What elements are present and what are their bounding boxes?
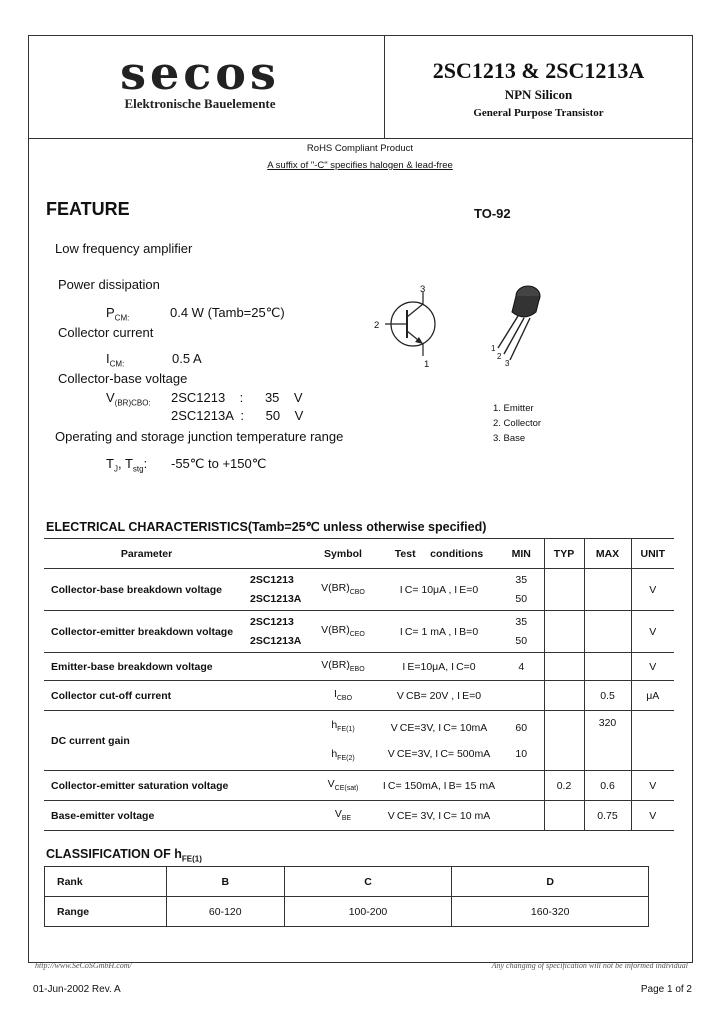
sym-row-2 bbox=[308, 748, 378, 762]
unit-cell: V bbox=[631, 569, 674, 611]
min-1: 35 bbox=[515, 574, 528, 586]
feature-vcb-symbol bbox=[106, 390, 151, 408]
table-row bbox=[44, 771, 674, 801]
typ-cell bbox=[544, 801, 584, 831]
pin-base: 3. Base bbox=[493, 433, 526, 444]
sym-sub: EBO bbox=[349, 666, 365, 674]
min-2: 10 bbox=[515, 747, 528, 760]
feature-low-freq: Low frequency amplifier bbox=[55, 241, 193, 256]
typ-cell bbox=[544, 569, 584, 611]
part-title: 2SC1213 & 2SC1213A bbox=[432, 58, 645, 83]
table-row bbox=[44, 611, 674, 653]
test-cell: V CB= 20V , I E=0 bbox=[379, 681, 499, 711]
rohs-line: RoHS Compliant Product bbox=[306, 143, 414, 154]
sym: V bbox=[327, 778, 335, 791]
min-cell bbox=[499, 801, 544, 831]
vcb-sym: V bbox=[106, 390, 115, 405]
feature-collector-label: Collector current bbox=[58, 325, 154, 340]
part-description: General Purpose Transistor bbox=[473, 107, 604, 119]
col-parameter: Parameter bbox=[44, 539, 249, 569]
max-cell bbox=[584, 569, 631, 611]
typ-cell bbox=[544, 611, 584, 653]
logo-subtitle: Elektronische Bauelemente bbox=[124, 96, 276, 111]
test-cell: I C= 150mA, I B= 15 mA bbox=[379, 771, 499, 801]
pin-label-2: 2 bbox=[374, 320, 380, 331]
sym-sub: FE(1) bbox=[337, 726, 355, 734]
feature-cb-label: Collector-base voltage bbox=[58, 371, 188, 386]
sym: h bbox=[331, 747, 338, 760]
feature-tj-value: -55℃ to +150℃ bbox=[171, 456, 267, 471]
symbol-cell bbox=[307, 611, 379, 653]
pin-label-3: 3 bbox=[420, 284, 426, 295]
table-row bbox=[44, 569, 674, 611]
col-unit: UNIT bbox=[631, 539, 674, 569]
part-cell bbox=[249, 611, 307, 653]
test-cell bbox=[379, 711, 499, 771]
pin-emitter: 1. Emitter bbox=[493, 403, 534, 414]
part-cell bbox=[249, 569, 307, 611]
table-header-row bbox=[44, 539, 674, 569]
halogen-note-text: A suffix of "-C" specifies halogen & lead-free bbox=[267, 160, 453, 171]
sym-sub: FE(2) bbox=[337, 754, 355, 762]
range-label: Range bbox=[45, 897, 167, 927]
sym-row-1 bbox=[308, 719, 378, 733]
feature-tj-symbol bbox=[106, 456, 147, 474]
part-1: 2SC1213 bbox=[250, 616, 294, 628]
unit-cell: V bbox=[631, 611, 674, 653]
table-row bbox=[44, 681, 674, 711]
typ-cell bbox=[544, 711, 584, 771]
param-name: Collector-base breakdown voltage bbox=[44, 569, 249, 611]
sym: V(BR) bbox=[321, 624, 350, 637]
icm-sym: I bbox=[106, 351, 110, 366]
table-row bbox=[44, 801, 674, 831]
rank-cell: C bbox=[284, 867, 452, 897]
pkg-pin-2: 2 bbox=[497, 352, 502, 361]
classification-heading bbox=[46, 847, 202, 864]
feature-icm-value: 0.5 A bbox=[172, 351, 202, 366]
min-1: 60 bbox=[515, 721, 528, 734]
test-cell: I E=10μA, I C=0 bbox=[379, 653, 499, 681]
param-name: Emitter-base breakdown voltage bbox=[44, 653, 249, 681]
feature-pcm-value: 0.4 W (Tamb=25℃) bbox=[170, 305, 285, 320]
feature-power-label: Power dissipation bbox=[58, 277, 160, 292]
part-1: 2SC1213 bbox=[250, 574, 294, 586]
min-cell: 4 bbox=[499, 653, 544, 681]
max-cell: 0.6 bbox=[584, 771, 631, 801]
feature-heading: FEATURE bbox=[46, 199, 130, 219]
sym: h bbox=[331, 719, 338, 732]
sym-sub: BE bbox=[341, 815, 352, 823]
test-1: V CE=3V, I C= 10mA bbox=[390, 721, 488, 734]
min-cell bbox=[499, 569, 544, 611]
min-2: 50 bbox=[515, 593, 528, 605]
rank-row bbox=[45, 867, 649, 897]
tj-sub2: stg bbox=[132, 464, 144, 474]
test-cell: I C= 1 mA , I B=0 bbox=[379, 611, 499, 653]
rank-label: Rank bbox=[45, 867, 167, 897]
range-cell: 100-200 bbox=[284, 897, 452, 927]
symbol-cell bbox=[307, 801, 379, 831]
max-cell: 0.75 bbox=[584, 801, 631, 831]
min-1: 35 bbox=[515, 616, 528, 628]
max-cell bbox=[584, 653, 631, 681]
max-cell: 0.5 bbox=[584, 681, 631, 711]
tj-mid: , T bbox=[117, 456, 133, 471]
param-name: DC current gain bbox=[44, 711, 249, 771]
footer-date: 01-Jun-2002 Rev. A bbox=[33, 984, 121, 995]
table-row bbox=[44, 711, 674, 771]
tj-sub1: J bbox=[113, 464, 118, 474]
part-cell bbox=[249, 711, 307, 771]
part-cell bbox=[249, 653, 307, 681]
sym: V(BR) bbox=[321, 582, 350, 595]
col-part bbox=[249, 539, 307, 569]
halogen-note bbox=[0, 160, 720, 171]
feature-temp-label: Operating and storage junction temperature range bbox=[55, 429, 344, 444]
param-name: Collector-emitter breakdown voltage bbox=[44, 611, 249, 653]
test-cell: I C= 10μA , I E=0 bbox=[379, 569, 499, 611]
symbol-cell bbox=[307, 653, 379, 681]
footer-url[interactable]: http://www.SeCoSGmbH.com/ bbox=[35, 961, 132, 970]
part-cell bbox=[249, 681, 307, 711]
sym-sub: CBO bbox=[349, 589, 365, 597]
elec-heading: ELECTRICAL CHARACTERISTICS(Tamb=25℃ unless otherwise specified) bbox=[46, 520, 487, 534]
electrical-characteristics-table bbox=[44, 538, 674, 831]
logo-wordmark: secos bbox=[120, 46, 280, 100]
part-cell bbox=[249, 771, 307, 801]
part-2: 2SC1213A bbox=[250, 635, 302, 647]
rank-cell: D bbox=[452, 867, 649, 897]
symbol-cell bbox=[307, 771, 379, 801]
sym-sub: CEO bbox=[349, 631, 365, 639]
pin-collector: 2. Collector bbox=[493, 418, 542, 429]
col-typ: TYP bbox=[544, 539, 584, 569]
pkg-pin-3: 3 bbox=[505, 359, 510, 368]
min-cell bbox=[499, 771, 544, 801]
tj-colon: : bbox=[143, 456, 148, 471]
unit-cell: μA bbox=[631, 681, 674, 711]
test-2: V CE=3V, I C= 500mA bbox=[387, 747, 491, 760]
param-name: Base-emitter voltage bbox=[44, 801, 249, 831]
sym-sub: CE(sat) bbox=[334, 785, 359, 793]
test-cell: V CE= 3V, I C= 10 mA bbox=[379, 801, 499, 831]
pcm-sub: CM: bbox=[114, 313, 130, 323]
range-cell: 160-320 bbox=[452, 897, 649, 927]
feature-pcm-symbol bbox=[106, 305, 129, 323]
pin-label-1: 1 bbox=[424, 359, 430, 370]
range-cell: 60-120 bbox=[166, 897, 284, 927]
feature-vcb-row2: 2SC1213A : 50 V bbox=[171, 408, 304, 423]
sym-sub: CBO bbox=[336, 695, 353, 703]
param-name: Collector-emitter saturation voltage bbox=[44, 771, 249, 801]
min-cell bbox=[499, 611, 544, 653]
feature-vcb-row1: 2SC1213 : 35 V bbox=[171, 390, 303, 405]
pkg-pin-1: 1 bbox=[491, 344, 496, 353]
package-name: TO-92 bbox=[474, 206, 511, 221]
footer-page: Page 1 of 2 bbox=[640, 984, 692, 995]
sym: V bbox=[334, 808, 342, 821]
max-cell: 320 bbox=[584, 711, 631, 771]
part-type: NPN Silicon bbox=[504, 87, 573, 102]
sym: I bbox=[333, 688, 337, 701]
col-max: MAX bbox=[584, 539, 631, 569]
classification-heading-text: CLASSIFICATION OF h bbox=[46, 847, 182, 861]
symbol-cell bbox=[307, 711, 379, 771]
rank-cell: B bbox=[166, 867, 284, 897]
pcm-sym: P bbox=[106, 305, 115, 320]
unit-cell: V bbox=[631, 771, 674, 801]
unit-cell: V bbox=[631, 801, 674, 831]
min-2: 50 bbox=[515, 635, 528, 647]
part-2: 2SC1213A bbox=[250, 593, 302, 605]
symbol-cell bbox=[307, 681, 379, 711]
icm-sub: CM: bbox=[109, 359, 125, 369]
min-cell bbox=[499, 681, 544, 711]
range-row bbox=[45, 897, 649, 927]
vcb-sub: (BR)CBO: bbox=[114, 398, 151, 408]
param-name: Collector cut-off current bbox=[44, 681, 249, 711]
table-row bbox=[44, 653, 674, 681]
unit-cell: V bbox=[631, 653, 674, 681]
typ-cell bbox=[544, 681, 584, 711]
footer-notice: Any changing of specification will not be informed individual bbox=[491, 961, 688, 970]
min-cell bbox=[499, 711, 544, 771]
col-symbol: Symbol bbox=[307, 539, 379, 569]
col-min: MIN bbox=[499, 539, 544, 569]
symbol-cell bbox=[307, 569, 379, 611]
max-cell bbox=[584, 611, 631, 653]
classification-heading-sub: FE(1) bbox=[181, 854, 202, 864]
part-cell bbox=[249, 801, 307, 831]
unit-cell bbox=[631, 711, 674, 771]
secos-logo bbox=[80, 48, 320, 112]
col-test: Test conditions bbox=[379, 539, 499, 569]
feature-icm-symbol bbox=[106, 351, 124, 369]
typ-cell: 0.2 bbox=[544, 771, 584, 801]
header-bottom-rule bbox=[28, 138, 693, 139]
tj-sym: T bbox=[106, 456, 114, 471]
classification-table bbox=[44, 866, 649, 927]
sym: V(BR) bbox=[321, 659, 350, 672]
typ-cell bbox=[544, 653, 584, 681]
